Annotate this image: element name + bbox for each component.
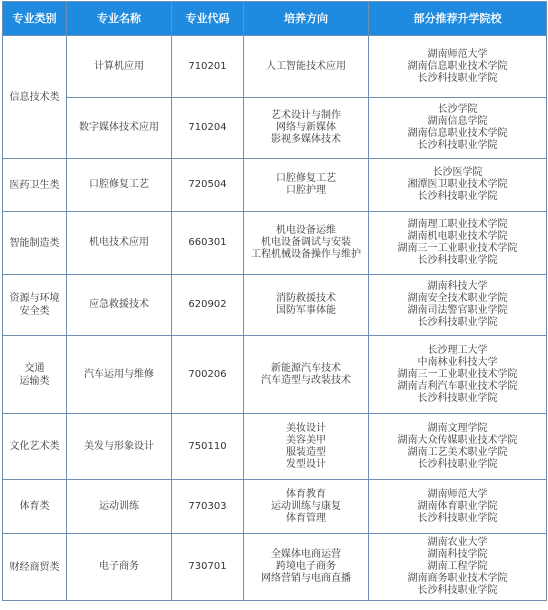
direction-cell-line: 发型设计 (286, 458, 326, 470)
direction-cell-line: 体育教育 (286, 488, 326, 500)
table-row (3, 480, 547, 534)
schools-cell-line: 湖南大众传媒职业技术学院 (397, 434, 518, 446)
schools-cell-line: 长沙科技职业学院 (417, 392, 498, 404)
category-cell (3, 336, 67, 414)
schools-cell-line: 湖南文理学院 (427, 422, 488, 434)
direction-cell-line: 工程机械设备操作与维护 (251, 249, 361, 260)
direction-cell (244, 414, 369, 480)
header-schools: 部分推荐升学院校 (369, 2, 547, 36)
major-code-cell: 710201 (172, 36, 244, 98)
schools-cell-line: 湖南师范大学 (427, 48, 488, 60)
major-name-cell: 口腔修复工艺 (67, 159, 172, 212)
schools-cell-line: 长沙理工大学 (427, 344, 488, 356)
major-name-cell: 电子商务 (67, 534, 172, 601)
major-code-cell: 660301 (172, 212, 244, 275)
schools-cell-line: 长沙医学院 (432, 167, 483, 178)
direction-cell-line: 网络营销与电商直播 (261, 573, 351, 584)
table-row (3, 212, 547, 275)
direction-cell-line: 美妆设计 (286, 422, 326, 434)
schools-cell-line: 湖南理工职业技术学院 (407, 219, 508, 230)
direction-cell-line: 美容美甲 (286, 434, 326, 446)
direction-cell-line: 消防救援技术 (276, 293, 336, 304)
category-cell-line: 财经商贸类 (9, 561, 60, 573)
schools-cell-line: 湖南工程学院 (427, 561, 488, 572)
major-code-cell: 720504 (172, 159, 244, 212)
schools-cell-line: 湖南商务职业技术学院 (407, 573, 508, 584)
schools-cell-line: 长沙科技职业学院 (417, 458, 498, 470)
direction-cell (244, 275, 369, 336)
category-cell-line: 资源与环境 (9, 293, 60, 304)
majors-table (2, 1, 547, 601)
direction-cell-line: 新能源汽车技术 (271, 362, 341, 374)
direction-cell-line: 机电设备运维 (276, 225, 336, 236)
schools-cell-line: 长沙科技职业学院 (417, 72, 498, 84)
header-direction: 培养方向 (244, 2, 369, 36)
direction-cell-line: 影视多媒体技术 (271, 134, 341, 145)
category-cell-line: 信息技术类 (9, 91, 60, 103)
major-code-cell: 710204 (172, 98, 244, 159)
schools-cell-line: 长沙科技职业学院 (417, 317, 498, 328)
major-name-cell: 应急救援技术 (67, 275, 172, 336)
category-cell (3, 212, 67, 275)
schools-cell (369, 159, 547, 212)
schools-cell-line: 湖南信息职业技术学院 (407, 128, 508, 139)
table-row (3, 336, 547, 414)
schools-cell-line: 中南林业科技大学 (417, 356, 498, 368)
table-row (3, 98, 547, 159)
schools-cell-line: 湖南三一工业职业技术学院 (397, 368, 518, 380)
direction-cell (244, 336, 369, 414)
major-name-cell: 计算机应用 (67, 36, 172, 98)
direction-cell-line: 机电设备调试与安装 (261, 237, 351, 248)
schools-cell-line: 长沙科技职业学院 (417, 191, 498, 202)
major-code-cell: 750110 (172, 414, 244, 480)
direction-cell-line: 体育管理 (286, 512, 326, 524)
major-name-cell: 运动训练 (67, 480, 172, 534)
schools-cell-line: 长沙学院 (437, 104, 478, 115)
category-cell-line: 运输类 (19, 375, 50, 387)
direction-cell-line: 艺术设计与制作 (271, 110, 341, 121)
schools-cell (369, 98, 547, 159)
category-cell-line: 医药卫生类 (9, 179, 60, 191)
category-cell (3, 414, 67, 480)
direction-cell-line: 人工智能技术应用 (266, 60, 346, 72)
schools-cell-line: 湖南司法警官职业学院 (407, 305, 508, 316)
schools-cell-line: 湖南安全技术职业学院 (407, 293, 508, 304)
category-cell (3, 534, 67, 601)
schools-cell-line: 湖南信息学院 (427, 116, 488, 127)
direction-cell-line: 口腔修复工艺 (276, 173, 336, 184)
schools-cell-line: 湖南体育职业学院 (417, 500, 498, 512)
table-header-row (3, 2, 547, 36)
schools-cell (369, 534, 547, 601)
direction-cell-line: 全媒体电商运营 (271, 549, 341, 560)
schools-cell-line: 湖南信息职业技术学院 (407, 60, 508, 72)
table-row (3, 275, 547, 336)
category-cell (3, 480, 67, 534)
schools-cell-line: 湖南农业大学 (427, 537, 488, 548)
table-body (3, 36, 547, 601)
category-cell (3, 36, 67, 159)
schools-cell-line: 湖南吉利汽车职业技术学院 (397, 380, 518, 392)
category-cell-line: 体育类 (19, 501, 50, 512)
header-major-name: 专业名称 (67, 2, 172, 36)
direction-cell (244, 36, 369, 98)
schools-cell-line: 长沙科技职业学院 (417, 512, 498, 524)
major-code-cell: 620902 (172, 275, 244, 336)
major-code-cell: 700206 (172, 336, 244, 414)
table-row (3, 36, 547, 98)
table-row (3, 414, 547, 480)
major-code-cell: 730701 (172, 534, 244, 601)
schools-cell-line: 湖南三一工业职业技术学院 (397, 243, 518, 254)
direction-cell-line: 汽车造型与改装技术 (261, 374, 351, 386)
direction-cell-line: 服装造型 (286, 446, 326, 458)
category-cell (3, 159, 67, 212)
direction-cell-line: 口腔护理 (286, 185, 326, 196)
direction-cell-line: 运动训练与康复 (271, 500, 341, 512)
table-row (3, 534, 547, 601)
schools-cell-line: 长沙科技职业学院 (417, 585, 498, 596)
category-cell (3, 275, 67, 336)
direction-cell (244, 98, 369, 159)
schools-cell-line: 长沙科技职业学院 (417, 140, 498, 151)
direction-cell (244, 159, 369, 212)
direction-cell-line: 国防军事体能 (276, 305, 336, 316)
schools-cell (369, 336, 547, 414)
schools-cell (369, 275, 547, 336)
direction-cell (244, 212, 369, 275)
schools-cell-line: 湖南机电职业技术学院 (407, 231, 508, 242)
header-major-code: 专业代码 (172, 2, 244, 36)
major-name-cell: 汽车运用与维修 (67, 336, 172, 414)
schools-cell (369, 212, 547, 275)
major-name-cell: 数字媒体技术应用 (67, 98, 172, 159)
schools-cell-line: 湘潭医卫职业技术学院 (407, 179, 508, 190)
category-cell-line: 文化艺术类 (9, 441, 60, 452)
schools-cell (369, 414, 547, 480)
category-cell-line: 交通 (24, 362, 45, 374)
major-name-cell: 机电技术应用 (67, 212, 172, 275)
direction-cell-line: 跨境电子商务 (276, 561, 336, 572)
category-cell-line: 安全类 (19, 306, 50, 317)
schools-cell-line: 湖南师范大学 (427, 488, 488, 500)
category-cell-line: 智能制造类 (9, 237, 60, 249)
major-name-cell: 美发与形象设计 (67, 414, 172, 480)
schools-cell-line: 湖南科技大学 (427, 281, 488, 292)
major-code-cell: 770303 (172, 480, 244, 534)
schools-cell-line: 湖南工艺美术职业学院 (407, 446, 508, 458)
header-category: 专业类别 (3, 2, 67, 36)
direction-cell (244, 480, 369, 534)
direction-cell-line: 网络与新媒体 (276, 122, 336, 133)
schools-cell-line: 长沙科技职业学院 (417, 255, 498, 266)
table-row (3, 159, 547, 212)
schools-cell (369, 480, 547, 534)
direction-cell (244, 534, 369, 601)
schools-cell-line: 湖南科技学院 (427, 549, 488, 560)
schools-cell (369, 36, 547, 98)
